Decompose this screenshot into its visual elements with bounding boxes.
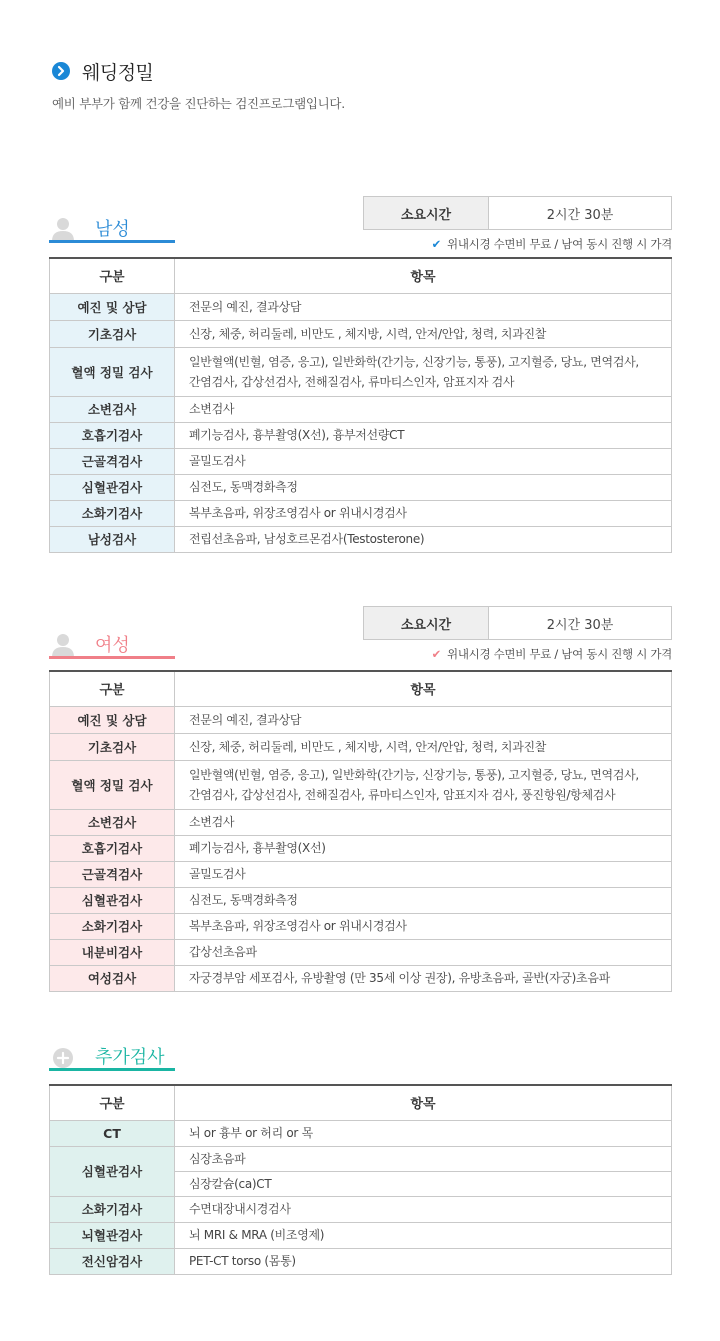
- female-table: [49, 670, 672, 992]
- female-title: 여성: [95, 635, 130, 656]
- row-items: 심장칼슘(ca)CT: [175, 1171, 672, 1196]
- table-row: [50, 422, 672, 448]
- table-row: [50, 1196, 672, 1222]
- row-items: 전문의 예진, 결과상담: [175, 706, 672, 733]
- row-items: 심장초음파: [175, 1146, 672, 1171]
- female-price-note: [432, 646, 672, 662]
- note-text: 위내시경 수면비 무료 / 남여 동시 진행 시 가격: [447, 237, 672, 251]
- extra-section-title: [49, 1041, 175, 1071]
- row-category: 근골격검사: [50, 448, 175, 474]
- table-row: [50, 526, 672, 552]
- check-icon: ✔: [431, 237, 442, 251]
- table-row: [50, 1248, 672, 1274]
- row-category: 여성검사: [50, 965, 175, 991]
- female-title-underline: [49, 656, 175, 659]
- row-items: 신장, 체중, 허리둘레, 비만도 , 체지방, 시력, 안저/안압, 청력, 치과진찰: [175, 733, 672, 760]
- row-items: 복부초음파, 위장조영검사 or 위내시경검사: [175, 500, 672, 526]
- male-title: 남성: [95, 219, 130, 240]
- table-row: [50, 293, 672, 320]
- row-items-line: 일반혈액(빈혈, 염증, 응고), 일반화학(간기능, 신장기능, 통풍), 고지혈증, 당뇨, 면역검사,: [189, 354, 639, 369]
- person-icon: [52, 217, 74, 241]
- extra-title: 추가검사: [95, 1047, 165, 1068]
- row-items: 신장, 체중, 허리둘레, 비만도 , 체지방, 시력, 안저/안압, 청력, 치과진찰: [175, 320, 672, 347]
- table-row: [50, 913, 672, 939]
- table-row: [50, 706, 672, 733]
- person-icon: [52, 633, 74, 657]
- row-category: 남성검사: [50, 526, 175, 552]
- table-row: [50, 474, 672, 500]
- row-items-line: 간염검사, 갑상선검사, 전해질검사, 류마티스인자, 암표지자 검사, 풍진항원/항체검사: [189, 787, 616, 802]
- row-items: 갑상선초음파: [175, 939, 672, 965]
- column-header-category: 구분: [50, 1085, 175, 1120]
- row-items: 폐기능검사, 흉부촬영(X선): [175, 835, 672, 861]
- table-row: [50, 861, 672, 887]
- chevron-right-icon: [52, 62, 70, 80]
- table-row: [50, 500, 672, 526]
- table-header-row: [50, 1085, 672, 1120]
- male-title-underline: [49, 240, 175, 243]
- column-header-category: 구분: [50, 258, 175, 293]
- male-section-title: [49, 213, 175, 243]
- column-header-items: 항목: [175, 671, 672, 706]
- row-category: 혈액 정밀 검사: [50, 347, 175, 396]
- table-row: [50, 448, 672, 474]
- table-row: [50, 1120, 672, 1146]
- row-items: 뇌 MRI & MRA (비조영제): [175, 1222, 672, 1248]
- row-items: 자궁경부암 세포검사, 유방촬영 (만 35세 이상 권장), 유방초음파, 골반(자궁)초음파: [175, 965, 672, 991]
- page-description: 예비 부부가 함께 건강을 진단하는 검진프로그램입니다.: [52, 96, 345, 111]
- row-category: 소변검사: [50, 396, 175, 422]
- time-label: 소요시간: [364, 607, 489, 639]
- row-items: 복부초음파, 위장조영검사 or 위내시경검사: [175, 913, 672, 939]
- female-time-box: [363, 606, 672, 640]
- table-row: [50, 760, 672, 809]
- time-value: 2시간 30분: [546, 207, 614, 223]
- row-items: 전문의 예진, 결과상담: [175, 293, 672, 320]
- row-category: 예진 및 상담: [50, 293, 175, 320]
- table-row: [50, 1222, 672, 1248]
- check-icon: ✔: [431, 647, 442, 661]
- row-items: 전립선초음파, 남성호르몬검사(Testosterone): [175, 526, 672, 552]
- table-row: [50, 396, 672, 422]
- row-category: 예진 및 상담: [50, 706, 175, 733]
- row-items: 소변검사: [175, 809, 672, 835]
- plus-circle-icon: [52, 1046, 74, 1070]
- extra-title-underline: [49, 1068, 175, 1071]
- row-items: 수면대장내시경검사: [175, 1196, 672, 1222]
- row-category: 소변검사: [50, 809, 175, 835]
- row-category: 심혈관검사: [50, 474, 175, 500]
- male-price-note: [432, 236, 672, 252]
- row-category: 내분비검사: [50, 939, 175, 965]
- row-items: [175, 760, 672, 809]
- row-items: 폐기능검사, 흉부촬영(X선), 흉부저선량CT: [175, 422, 672, 448]
- row-items: 골밀도검사: [175, 448, 672, 474]
- male-table: [49, 257, 672, 553]
- row-category: 근골격검사: [50, 861, 175, 887]
- column-header-category: 구분: [50, 671, 175, 706]
- table-header-row: [50, 258, 672, 293]
- row-items-line: 간염검사, 갑상선검사, 전해질검사, 류마티스인자, 암표지자 검사: [189, 374, 515, 389]
- row-category: 소화기검사: [50, 500, 175, 526]
- extra-table: [49, 1084, 672, 1275]
- table-header-row: [50, 671, 672, 706]
- table-row: [50, 887, 672, 913]
- page-title: 웨딩정밀: [82, 62, 154, 84]
- table-row: [50, 1146, 672, 1171]
- row-category: 소화기검사: [50, 913, 175, 939]
- row-category: 소화기검사: [50, 1196, 175, 1222]
- column-header-items: 항목: [175, 258, 672, 293]
- row-category: 호흡기검사: [50, 835, 175, 861]
- row-items-line: 일반혈액(빈혈, 염증, 응고), 일반화학(간기능, 신장기능, 통풍), 고지혈증, 당뇨, 면역검사,: [189, 767, 639, 782]
- row-category: CT: [50, 1120, 175, 1146]
- table-row: [50, 965, 672, 991]
- note-text: 위내시경 수면비 무료 / 남여 동시 진행 시 가격: [447, 647, 672, 661]
- row-category: 심혈관검사: [50, 1146, 175, 1196]
- male-time-box: [363, 196, 672, 230]
- row-category: 전신암검사: [50, 1248, 175, 1274]
- row-category: 기초검사: [50, 733, 175, 760]
- time-value: 2시간 30분: [546, 617, 614, 633]
- table-row: [50, 733, 672, 760]
- row-items: [175, 347, 672, 396]
- row-category: 뇌혈관검사: [50, 1222, 175, 1248]
- table-row: [50, 809, 672, 835]
- row-category: 기초검사: [50, 320, 175, 347]
- row-items: PET-CT torso (몸통): [175, 1248, 672, 1274]
- table-row: [50, 835, 672, 861]
- table-row: [50, 347, 672, 396]
- row-category: 심혈관검사: [50, 887, 175, 913]
- time-label: 소요시간: [364, 197, 489, 229]
- row-items: 골밀도검사: [175, 861, 672, 887]
- row-items: 심전도, 동맥경화측정: [175, 474, 672, 500]
- row-items: 소변검사: [175, 396, 672, 422]
- row-items: 심전도, 동맥경화측정: [175, 887, 672, 913]
- column-header-items: 항목: [175, 1085, 672, 1120]
- female-section-title: [49, 629, 175, 659]
- row-category: 혈액 정밀 검사: [50, 760, 175, 809]
- row-category: 호흡기검사: [50, 422, 175, 448]
- table-row: [50, 939, 672, 965]
- table-row: [50, 320, 672, 347]
- row-items: 뇌 or 흉부 or 허리 or 목: [175, 1120, 672, 1146]
